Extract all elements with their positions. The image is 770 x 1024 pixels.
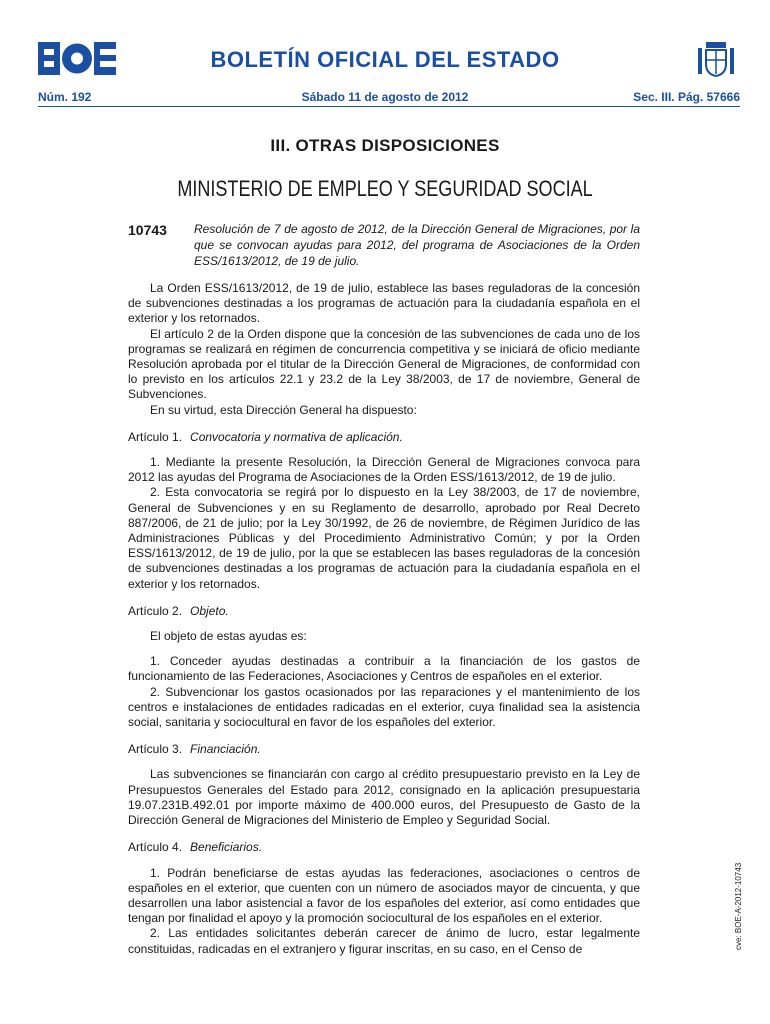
article-label: Artículo 3.: [128, 742, 183, 757]
article-heading: [128, 604, 640, 619]
article-title: Convocatoria y normativa de aplicación.: [190, 429, 403, 444]
verification-code: cve: BOE-A-2012-10743: [734, 862, 743, 950]
paragraph: 1. Mediante la presente Resolución, la Dirección General de Migraciones convoca para 2012 las ayudas del Programa de Asociaciones de la Orden ESS/1613/2012, de 19 de julio.: [128, 455, 640, 485]
issue-number: Núm. 192: [38, 90, 92, 104]
paragraph: El objeto de estas ayudas es:: [150, 629, 307, 644]
section-title: III. OTRAS DISPOSICIONES: [270, 136, 500, 155]
article-heading: [128, 742, 640, 757]
article-title: Financiación.: [190, 742, 261, 757]
gazette-title: BOLETÍN OFICIAL DEL ESTADO: [210, 47, 560, 72]
paragraph: La Orden ESS/1613/2012, de 19 de julio, establece las bases reguladoras de la concesión de subvenciones destinadas a los programas de actuación para la ciudadanía española en el exterior y los retornados.: [128, 281, 640, 326]
resolution-title: Resolución de 7 de agosto de 2012, de la Dirección General de Migraciones, por la que se convocan ayudas para 2012, del programa de Asociaciones de la Orden ESS/1613/2012, de 19 de julio.: [194, 222, 640, 268]
article-label: Artículo 4.: [128, 840, 183, 855]
header-rule: [38, 106, 740, 107]
paragraph: En su virtud, esta Dirección General ha dispuesto:: [150, 402, 417, 417]
article-heading: [128, 840, 640, 855]
section-page: Sec. III. Pág. 57666: [633, 90, 740, 104]
paragraph: El artículo 2 de la Orden dispone que la concesión de las subvenciones de cada uno de los programas se realizará en régimen de concurrencia competitiva y se iniciará de oficio mediante Resolución aprobada por el titular de la Dirección General de Migraciones, de conformidad con lo previsto en los artículos 22.1 y 23.2 de la Ley 38/2003, de 17 de noviembre, General de Subvenciones.: [128, 326, 640, 402]
resolution-number: 10743: [128, 222, 167, 238]
ministry-title: MINISTERIO DE EMPLEO Y SEGURIDAD SOCIAL: [177, 176, 593, 201]
paragraph: 1. Podrán beneficiarse de estas ayudas las federaciones, asociaciones o centros de españoles en el exterior, que cuenten con un número de asociados mayor de cincuenta, y que desarrollen una labor asistencial a favor de los españoles del exterior, así como entidades que tengan por finalidad el apoyo y la promoción sociocultural de los españoles en el exterior.: [128, 865, 640, 926]
issue-date: Sábado 11 de agosto de 2012: [301, 90, 469, 104]
article-title: Objeto.: [190, 603, 229, 618]
paragraph: 2. Subvencionar los gastos ocasionados por las reparaciones y el mantenimiento de los centros e instalaciones de entidades radicadas en el exterior, cuya finalidad sea la asistencia social, sanitaria y sociocultural en favor de los españoles del exterior.: [128, 684, 640, 730]
paragraph: 2. Esta convocatoria se regirá por lo dispuesto en la Ley 38/2003, de 17 de noviembre, General de Subvenciones y en su Reglamento de desarrollo, aprobado por Real Decreto 887/2006, de 21 de julio; por la Ley 30/1992, de 26 de noviembre, de Régimen Jurídico de las Administraciones Públicas y del Procedimiento Administrativo Común; y por la Orden ESS/1613/2012, de 19 de julio, por la que se establecen las bases reguladoras de la concesión de subvenciones destinadas a los programas de actuación para la ciudadanía española en el exterior y los retornados.: [128, 485, 640, 591]
article-label: Artículo 1.: [128, 429, 183, 444]
paragraph: 1. Conceder ayudas destinadas a contribuir a la financiación de los gastos de funcionamiento de las Federaciones, Asociaciones y Centros de españoles en el exterior.: [128, 654, 640, 684]
article-heading: [128, 430, 640, 445]
coat-of-arms-icon: [694, 36, 738, 80]
paragraph: 2. Las entidades solicitantes deberán carecer de ánimo de lucro, estar legalmente constituidas, radicadas en el extranjero y figurar inscritas, en su caso, en el Censo de: [128, 926, 640, 956]
article-title: Beneficiarios.: [190, 840, 263, 855]
document-body: [128, 281, 640, 957]
article-label: Artículo 2.: [128, 603, 183, 618]
paragraph: Las subvenciones se financiarán con cargo al crédito presupuestario previsto en la Ley de Presupuestos Generales del Estado para 2012, consignado en la aplicación presupuestaria 19.07.231B.492.01 por importe máximo de 400.000 euros, del Presupuesto de Gasto de la Dirección General de Migraciones del Ministerio de Empleo y Seguridad Social.: [128, 767, 640, 828]
